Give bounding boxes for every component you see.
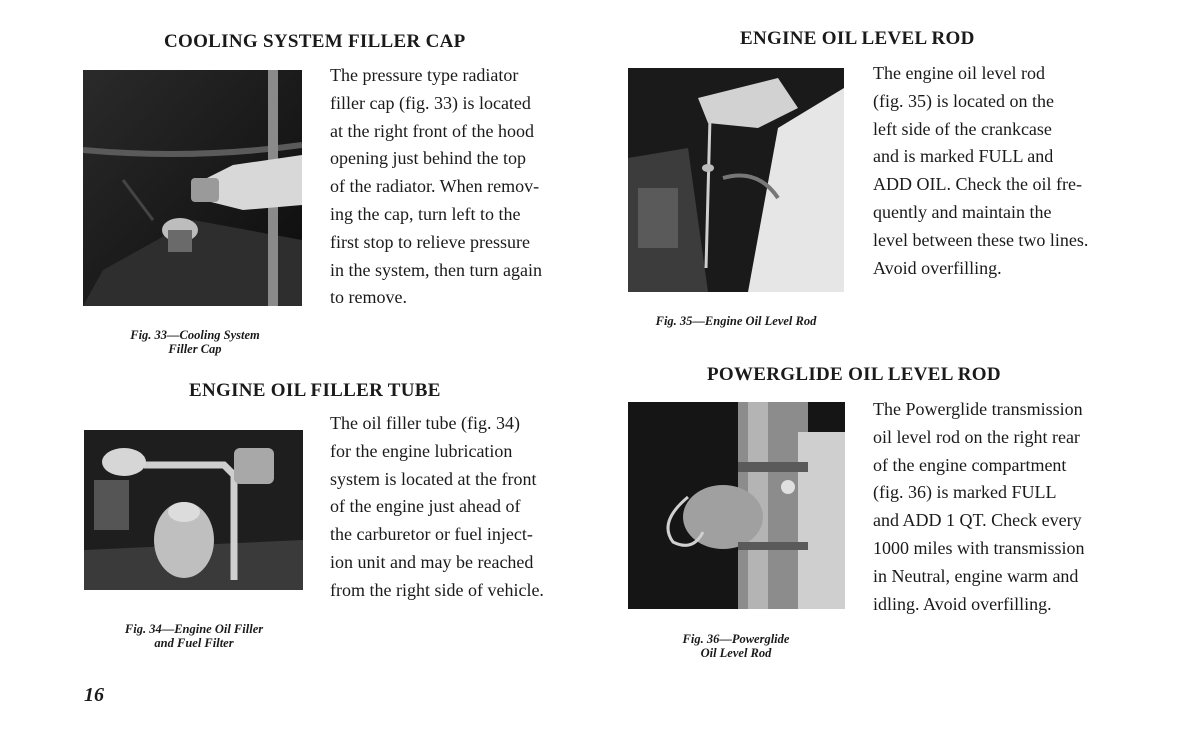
- text-line: of the engine compartment: [873, 454, 1067, 475]
- fig-34-caption: Fig. 34—Engine Oil Filler and Fuel Filter: [124, 622, 264, 650]
- page-number: 16: [84, 684, 104, 706]
- text-line: 1000 miles with transmission: [873, 537, 1085, 558]
- text-line: in Neutral, engine warm and: [873, 565, 1079, 586]
- fig-36-photo: [628, 402, 845, 609]
- fig-33-photo: [83, 70, 302, 306]
- oil-level-rod-text: [873, 60, 1119, 282]
- text-line: ing the cap, turn left to the: [330, 203, 521, 224]
- text-line: ADD OIL. Check the oil fre-: [873, 174, 1082, 195]
- text-line: in the system, then turn again: [330, 259, 542, 280]
- text-line: (fig. 36) is marked FULL: [873, 482, 1057, 503]
- powerglide-text: [873, 396, 1119, 618]
- text-line: level between these two lines.: [873, 229, 1089, 250]
- text-line: to remove.: [330, 287, 407, 308]
- powerglide-heading: POWERGLIDE OIL LEVEL ROD: [707, 364, 1001, 385]
- text-line: first stop to relieve pressure: [330, 231, 530, 252]
- oil-level-rod-heading: ENGINE OIL LEVEL ROD: [740, 28, 975, 49]
- fig-34-photo: [84, 430, 303, 590]
- text-line: oil level rod on the right rear: [873, 426, 1080, 447]
- text-line: The oil filler tube (fig. 34): [330, 413, 520, 433]
- text-line: opening just behind the top: [330, 148, 526, 169]
- oil-filler-text: [330, 410, 576, 605]
- text-line: The Powerglide transmission: [873, 399, 1083, 419]
- text-line: system is located at the front: [330, 468, 537, 489]
- text-line: of the engine just ahead of: [330, 496, 521, 517]
- text-line: filler cap (fig. 33) is located: [330, 92, 531, 113]
- cooling-system-heading: COOLING SYSTEM FILLER CAP: [164, 31, 466, 52]
- text-line: The engine oil level rod: [873, 63, 1045, 83]
- text-line: the carburetor or fuel inject-: [330, 524, 533, 545]
- text-line: from the right side of vehicle.: [330, 579, 544, 600]
- text-line: (fig. 35) is located on the: [873, 90, 1054, 111]
- cooling-system-text: [330, 62, 576, 312]
- text-line: at the right front of the hood: [330, 120, 534, 141]
- oil-filler-heading: ENGINE OIL FILLER TUBE: [189, 380, 441, 401]
- fig-35-photo: [628, 68, 844, 292]
- text-line: Avoid overfilling.: [873, 257, 1002, 278]
- text-line: ion unit and may be reached: [330, 551, 534, 572]
- text-line: of the radiator. When remov-: [330, 176, 540, 197]
- fig-36-caption: Fig. 36—Powerglide Oil Level Rod: [682, 632, 790, 660]
- text-line: idling. Avoid overfilling.: [873, 593, 1052, 614]
- fig-35-caption: Fig. 35—Engine Oil Level Rod: [655, 314, 817, 328]
- text-line: and is marked FULL and: [873, 146, 1054, 167]
- fig-33-caption: Fig. 33—Cooling System Filler Cap: [130, 328, 260, 356]
- text-line: for the engine lubrication: [330, 440, 513, 461]
- text-line: The pressure type radiator: [330, 65, 519, 85]
- text-line: and ADD 1 QT. Check every: [873, 510, 1082, 531]
- text-line: quently and maintain the: [873, 201, 1052, 222]
- text-line: left side of the crankcase: [873, 118, 1052, 139]
